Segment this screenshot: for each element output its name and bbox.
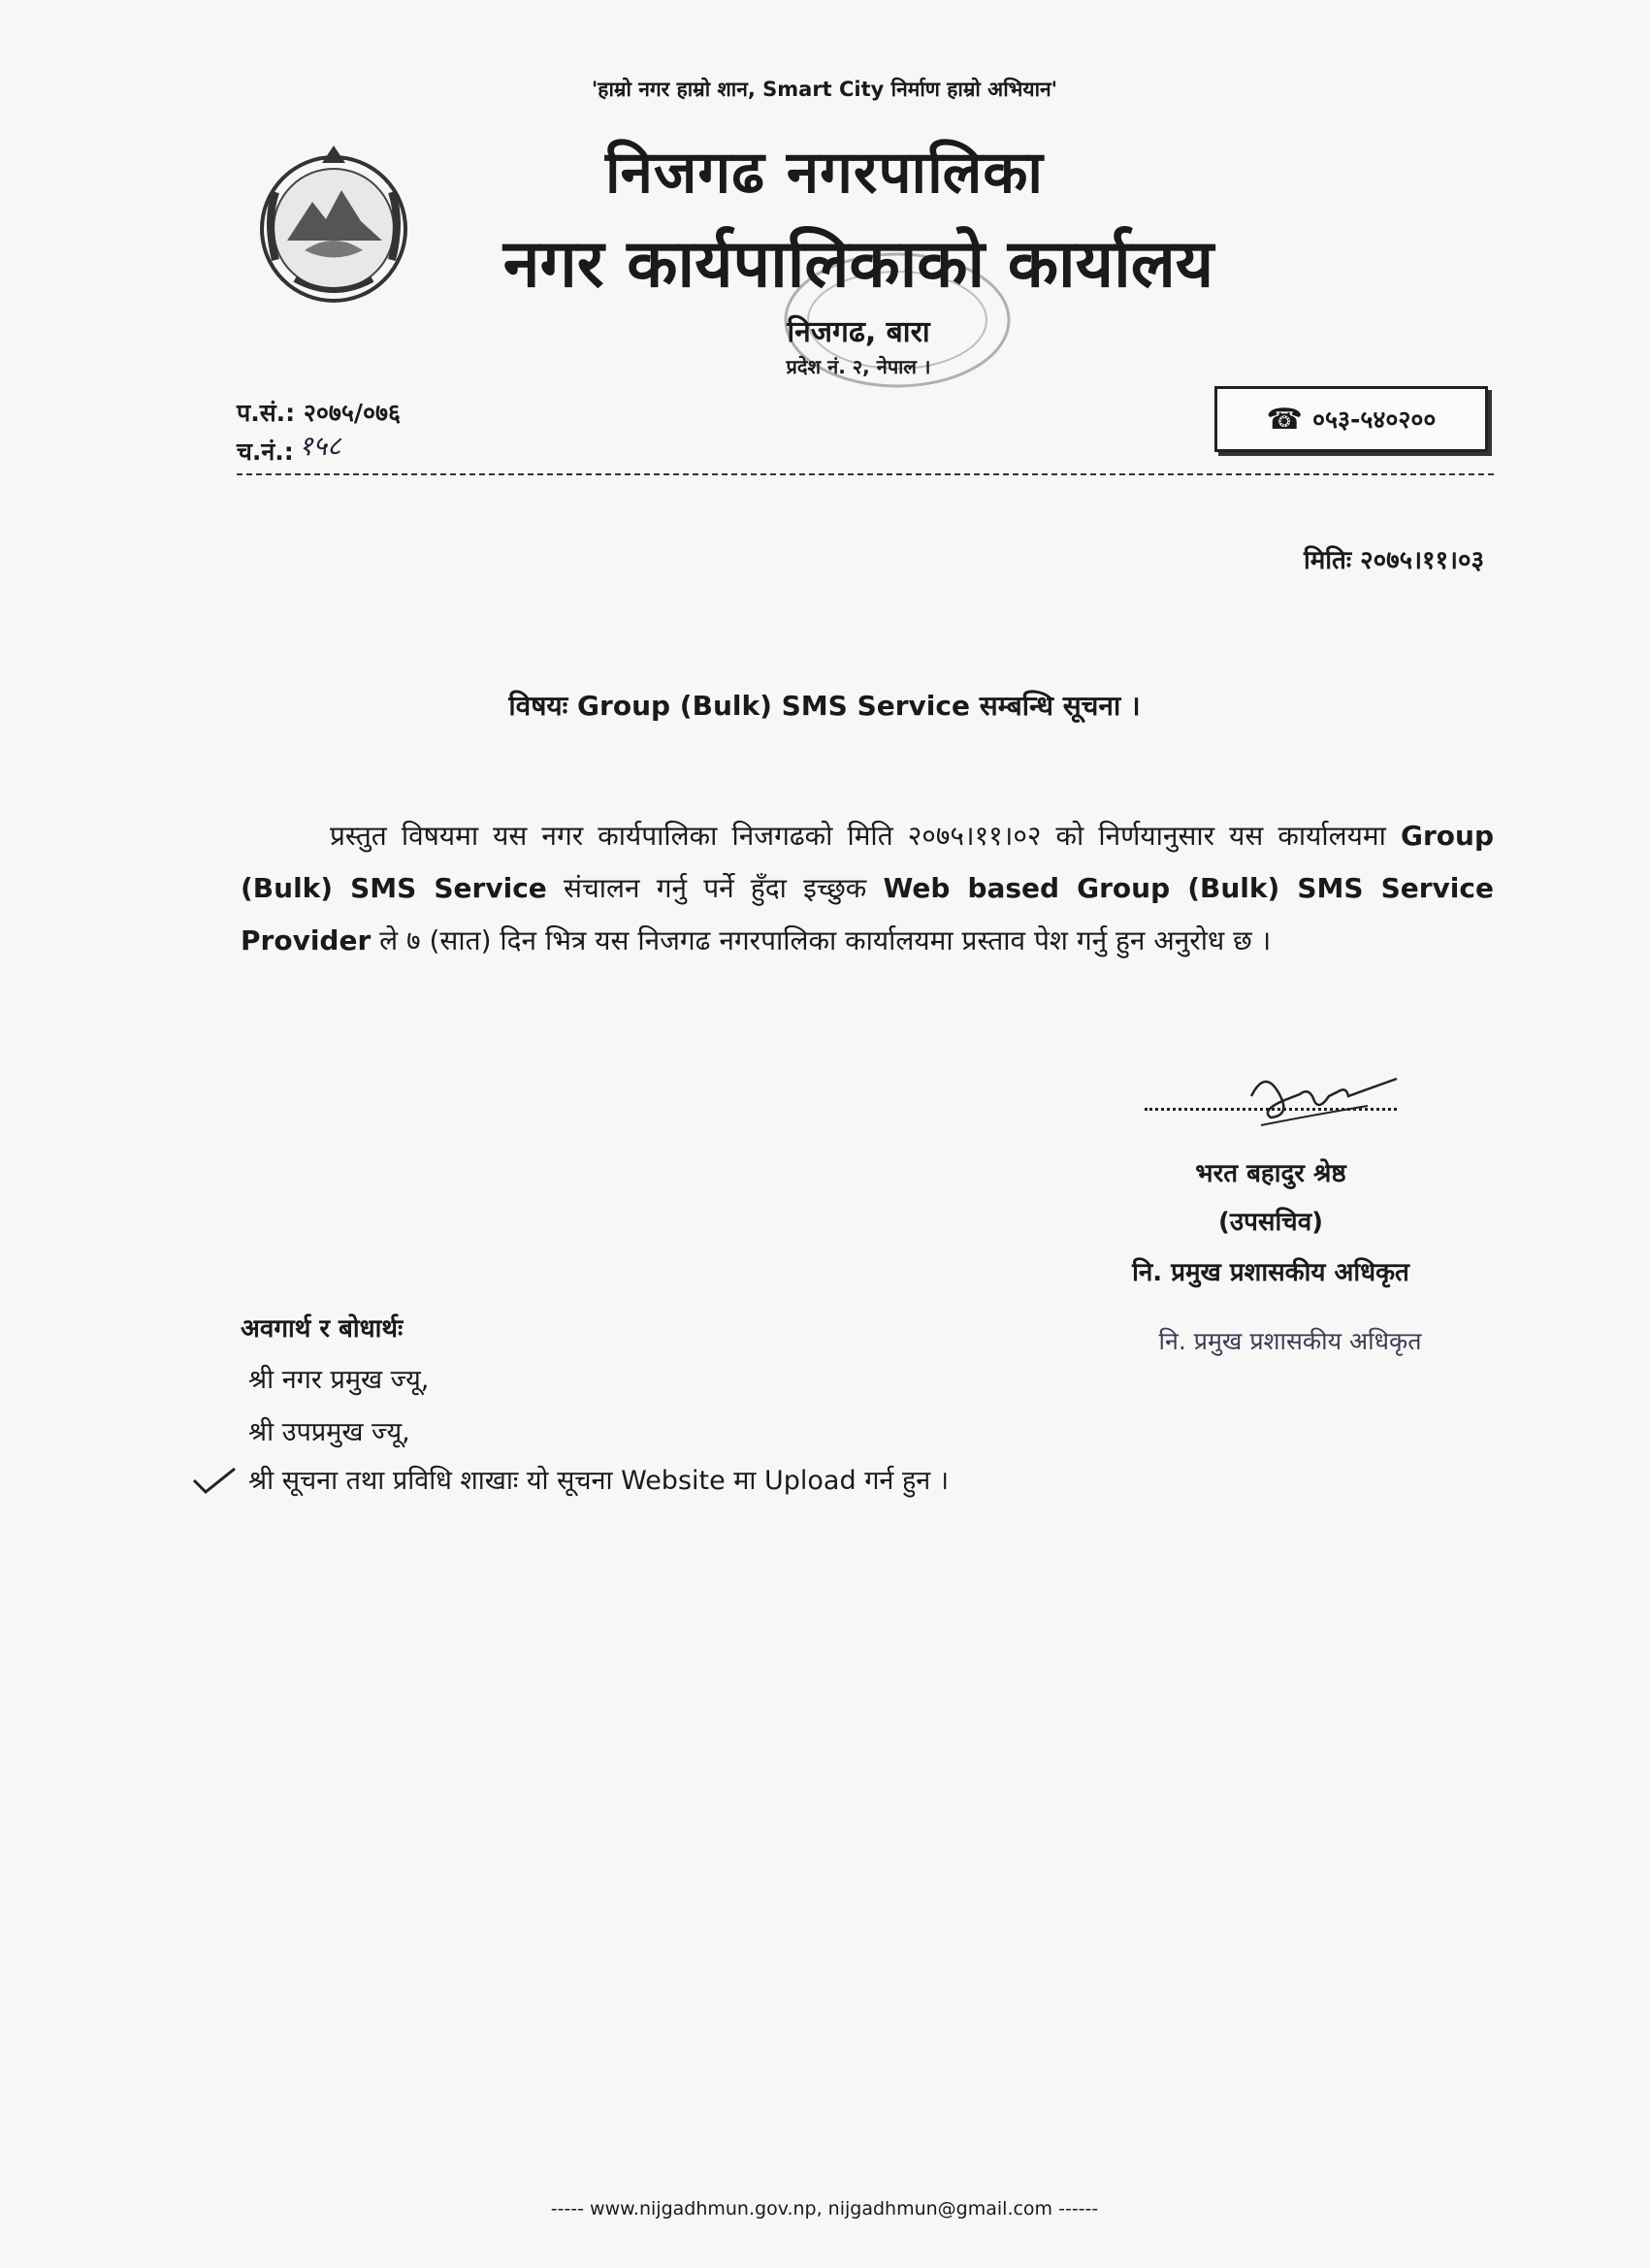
header-divider	[237, 473, 1494, 475]
body-text-part2: संचालन गर्नु पर्ने हुँदा इच्छुक	[546, 872, 884, 904]
cc-heading: अवगार्थ र बोधार्थः	[241, 1314, 404, 1344]
cc-item: श्री नगर प्रमुख ज्यू,	[248, 1365, 430, 1395]
reference-number	[237, 396, 401, 429]
phone-box	[1214, 386, 1488, 452]
office-name: नगर कार्यपालिकाको कार्यालय	[502, 226, 1214, 303]
dispatch-number-handwritten: १५८	[299, 430, 341, 462]
letter-subject: विषयः Group (Bulk) SMS Service सम्बन्धि सूचना ।	[508, 690, 1141, 722]
footer-contact: ----- www.nijgadhmun.gov.np, nijgadhmun@gmail.com ------	[550, 2198, 1099, 2219]
telephone-icon: ☎	[1266, 402, 1303, 437]
letter-date: मितिः २०७५।११।०३	[1303, 546, 1484, 575]
signature-line	[1145, 1108, 1397, 1111]
office-province: प्रदेश नं. २, नेपाल ।	[786, 355, 931, 378]
dispatch-number-label: च.नं.:	[237, 437, 294, 466]
phone-number: ०५३-५४०२००	[1311, 405, 1437, 434]
signatory-name: भरत बहादुर श्रेष्ठ	[1195, 1159, 1346, 1188]
signatory-role-stamp: नि. प्रमुख प्रशासकीय अधिकृत	[1158, 1327, 1422, 1355]
handwritten-signature	[1222, 1057, 1406, 1145]
letter-body	[241, 810, 1494, 967]
signatory-title: (उपसचिव)	[1217, 1208, 1324, 1237]
reference-number-value: २०७५/०७६	[303, 399, 401, 427]
cc-item: श्री सूचना तथा प्रविधि शाखाः यो सूचना Website मा Upload गर्न हुन ।	[248, 1466, 950, 1496]
checkmark-icon	[190, 1463, 239, 1498]
header-slogan: 'हाम्रो नगर हाम्रो शान, Smart City निर्माण हाम्रो अभियान'	[591, 78, 1058, 101]
body-text-part1: प्रस्तुत विषयमा यस नगर कार्यपालिका निजगढको मिति २०७५।११।०२ को निर्णयानुसार यस कार्यालयमा	[330, 820, 1401, 852]
municipality-name: निजगढ नगरपालिका	[605, 139, 1044, 207]
signatory-role: नि. प्रमुख प्रशासकीय अधिकृत	[1132, 1258, 1409, 1287]
reference-number-label: प.सं.:	[237, 399, 296, 427]
body-bold-service: Group (Bulk) SMS Service	[241, 820, 1494, 904]
office-location: निजगढ, बारा	[787, 315, 930, 349]
body-text-part3: ले ७ (सात) दिन भित्र यस निजगढ नगरपालिका कार्यालयमा प्रस्ताव पेश गर्नु हुन अनुरोध छ ।	[371, 924, 1272, 956]
cc-item: श्री उपप्रमुख ज्यू,	[248, 1417, 410, 1447]
body-bold-provider: Web based Group (Bulk) SMS Service Provider	[241, 872, 1494, 956]
